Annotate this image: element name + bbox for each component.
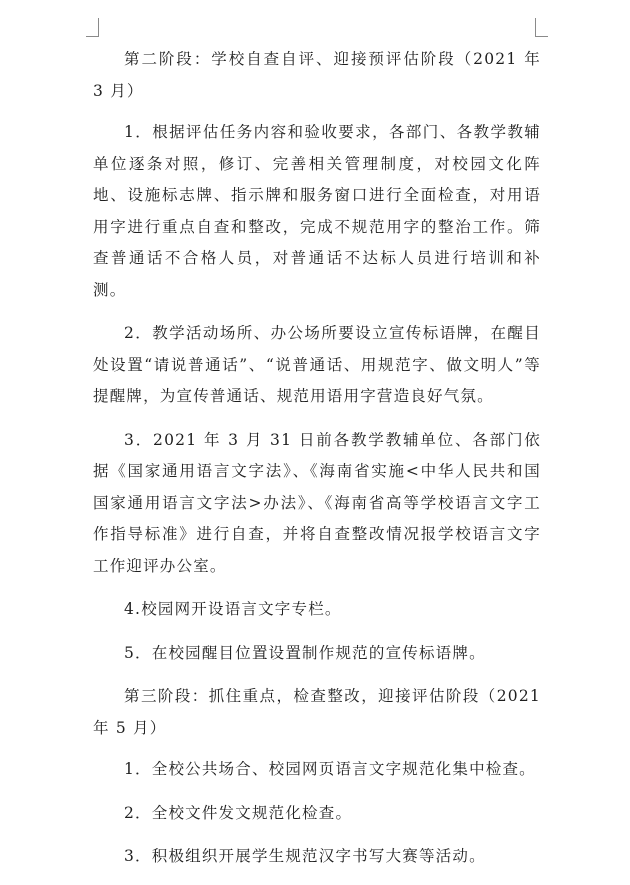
document-body xyxy=(93,44,541,885)
stage-three-item-1: 1．全校公共场合、校园网页语言文字规范化集中检查。 xyxy=(124,760,536,778)
stage-two-item-5: 5．在校园醒目位置设置制作规范的宣传标语牌。 xyxy=(124,643,486,662)
stage-three-item-3: 3．积极组织开展学生规范汉字书写大赛等活动。 xyxy=(124,847,486,865)
stage-two-item-3: 3．2021 年 3 月 31 日前各教学教辅单位、各部门依据《国家通用语言文字法》、《海南省实施<中华人民共和国国家通用语言文字法>办法》、《海南省高等学校语言文字工作指导标准》进行自查，并将自查整改情况报学校语言文字工作迎评办公室。 xyxy=(93,430,541,575)
page-margin-mark-right xyxy=(535,18,548,37)
stage-two-item-2: 2．教学活动场所、办公场所要设立宣传标语牌，在醒目处设置“请说普通话”、“说普通话、用规范字、做文明人”等提醒牌，为宣传普通话、规范用语用字营造良好气氛。 xyxy=(93,324,541,405)
stage-two-heading: 第二阶段：学校自查自评、迎接预评估阶段（2021 年 3 月） xyxy=(93,50,541,100)
stage-three-heading: 第三阶段：抓住重点，检查整改，迎接评估阶段（2021 年 5 月） xyxy=(93,687,541,737)
stage-two-item-4: 4.校园网开设语言文字专栏。 xyxy=(124,600,342,618)
page-margin-mark-left xyxy=(86,18,99,37)
stage-three-item-2: 2．全校文件发文规范化检查。 xyxy=(124,803,353,822)
stage-two-item-1: 1．根据评估任务内容和验收要求，各部门、各教学教辅单位逐条对照，修订、完善相关管理制度，对校园文化阵地、设施标志牌、指示牌和服务窗口进行全面检查，对用语用字进行重点自查和整改，完成不规范用字的整治工作。筛查普通话不合格人员，对普通话不达标人员进行培训和补测。 xyxy=(93,123,541,299)
